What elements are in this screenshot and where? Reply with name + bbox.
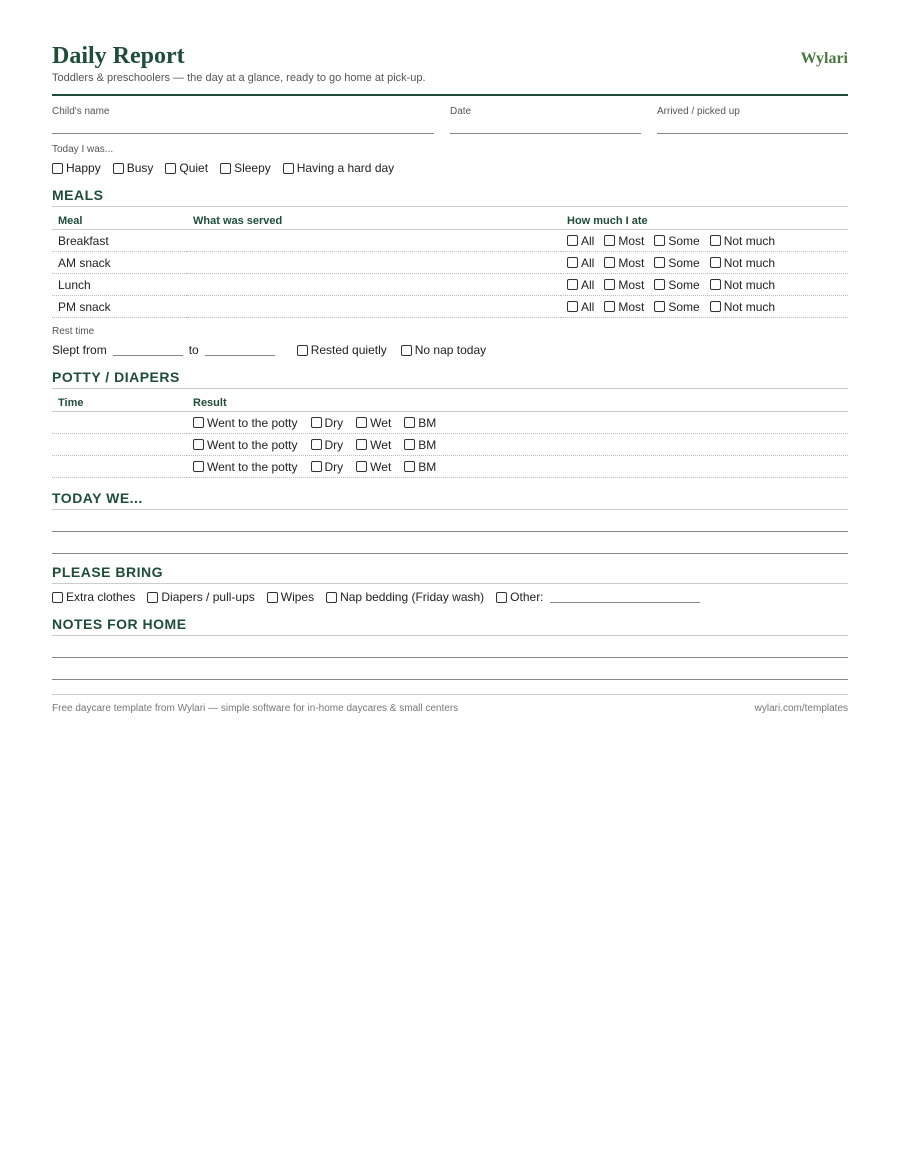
mood-option[interactable]: Sleepy (220, 161, 271, 175)
checkbox[interactable] (604, 257, 615, 268)
potty-option[interactable]: Went to the potty (193, 460, 298, 474)
date-label: Date (450, 106, 472, 117)
amount-option[interactable]: Some (654, 234, 699, 248)
checkbox[interactable] (52, 163, 63, 174)
checkbox[interactable] (654, 279, 665, 290)
potty-option[interactable]: Dry (311, 438, 344, 452)
time-cell[interactable] (52, 412, 187, 434)
served-cell[interactable] (187, 252, 561, 274)
result-cell (187, 434, 848, 456)
checkbox[interactable] (311, 461, 322, 472)
info-fields (52, 106, 848, 134)
date-line[interactable] (450, 117, 641, 134)
notes-write-line[interactable] (52, 658, 848, 680)
checkbox[interactable] (165, 163, 176, 174)
bring-options (52, 590, 848, 604)
to-label: to (188, 343, 199, 357)
checkbox[interactable] (496, 592, 507, 603)
checkbox[interactable] (220, 163, 231, 174)
child-name-field[interactable] (52, 106, 434, 134)
slept-from-label: Slept from (52, 343, 107, 357)
checkbox[interactable] (710, 235, 721, 246)
potty-option[interactable]: Dry (311, 416, 344, 430)
potty-option[interactable]: Wet (356, 438, 391, 452)
checkbox[interactable] (311, 417, 322, 428)
arrived-label: Arrived / picked up (657, 106, 740, 117)
checkbox[interactable] (311, 439, 322, 450)
amount-option[interactable]: All (567, 234, 594, 248)
amount-option[interactable]: Not much (710, 256, 775, 270)
checkbox[interactable] (193, 417, 204, 428)
checkbox[interactable] (567, 279, 578, 290)
amount-option[interactable]: Most (604, 278, 644, 292)
potty-option[interactable]: BM (404, 416, 436, 430)
mood-option[interactable]: Having a hard day (283, 161, 394, 175)
date-field[interactable] (450, 106, 641, 134)
potty-option[interactable]: Wet (356, 460, 391, 474)
amount-option[interactable]: Some (654, 300, 699, 314)
amount-option[interactable]: Not much (710, 300, 775, 314)
potty-table (52, 389, 848, 478)
checkbox[interactable] (567, 235, 578, 246)
checkbox[interactable] (654, 301, 665, 312)
checkbox[interactable] (326, 592, 337, 603)
meal-row (52, 296, 848, 318)
today-write-line[interactable] (52, 510, 848, 532)
amount-option[interactable]: Most (604, 234, 644, 248)
checkbox[interactable] (267, 592, 278, 603)
amount-cell (561, 296, 848, 318)
meal-name: Lunch (52, 274, 187, 296)
notes-section-title: NOTES FOR HOME (52, 616, 848, 636)
checkbox[interactable] (567, 301, 578, 312)
child-name-line[interactable] (52, 117, 434, 134)
daily-report-page (52, 0, 848, 714)
served-cell[interactable] (187, 230, 561, 252)
checkbox[interactable] (283, 163, 294, 174)
checkbox[interactable] (52, 592, 63, 603)
amount-option[interactable]: Most (604, 300, 644, 314)
checkbox[interactable] (113, 163, 124, 174)
meal-name: AM snack (52, 252, 187, 274)
arrived-line[interactable] (657, 117, 848, 134)
amount-option[interactable]: Not much (710, 278, 775, 292)
checkbox[interactable] (404, 439, 415, 450)
meals-table (52, 207, 848, 318)
bring-other-option[interactable]: Other: (496, 590, 699, 604)
meal-row (52, 230, 848, 252)
amount-option[interactable]: Not much (710, 234, 775, 248)
checkbox[interactable] (297, 345, 308, 356)
result-column-header: Result (187, 389, 848, 412)
time-column-header: Time (52, 389, 187, 412)
time-cell[interactable] (52, 456, 187, 478)
page-footer (52, 694, 848, 714)
checkbox[interactable] (710, 279, 721, 290)
checkbox[interactable] (193, 461, 204, 472)
rested-quietly-option[interactable]: Rested quietly (297, 343, 387, 357)
bring-option[interactable]: Nap bedding (Friday wash) (326, 590, 484, 604)
meal-name: PM snack (52, 296, 187, 318)
bring-option[interactable]: Extra clothes (52, 590, 135, 604)
amount-cell (561, 230, 848, 252)
served-column-header: What was served (187, 207, 561, 230)
page-title: Daily Report (52, 43, 185, 69)
brand-logo: Wylari (800, 50, 848, 67)
mood-option[interactable]: Busy (113, 161, 154, 175)
amount-cell (561, 252, 848, 274)
meal-row (52, 252, 848, 274)
potty-option[interactable]: Wet (356, 416, 391, 430)
checkbox[interactable] (710, 301, 721, 312)
time-cell[interactable] (52, 434, 187, 456)
amount-option[interactable]: Most (604, 256, 644, 270)
potty-option[interactable]: BM (404, 438, 436, 452)
amount-option[interactable]: Some (654, 256, 699, 270)
slept-from-blank[interactable] (113, 345, 183, 356)
other-blank[interactable] (550, 592, 700, 603)
child-name-label: Child's name (52, 106, 110, 117)
notes-write-line[interactable] (52, 636, 848, 658)
checkbox[interactable] (193, 439, 204, 450)
mood-options (52, 161, 848, 175)
potty-option[interactable]: Dry (311, 460, 344, 474)
slept-to-blank[interactable] (205, 345, 275, 356)
bring-option[interactable]: Wipes (267, 590, 314, 604)
potty-option[interactable]: Went to the potty (193, 416, 298, 430)
checkbox[interactable] (356, 461, 367, 472)
potty-option[interactable]: Went to the potty (193, 438, 298, 452)
amount-option[interactable]: All (567, 256, 594, 270)
page-subtitle: Toddlers & preschoolers — the day at a glance, ready to go home at pick-up. (52, 72, 426, 84)
checkbox[interactable] (356, 417, 367, 428)
ate-column-header: How much I ate (561, 207, 848, 230)
mood-option[interactable]: Happy (52, 161, 101, 175)
amount-option[interactable]: All (567, 300, 594, 314)
checkbox[interactable] (604, 235, 615, 246)
checkbox[interactable] (710, 257, 721, 268)
checkbox[interactable] (401, 345, 412, 356)
potty-row (52, 456, 848, 478)
checkbox[interactable] (654, 257, 665, 268)
potty-section-title: POTTY / DIAPERS (52, 369, 848, 389)
bring-option[interactable]: Diapers / pull-ups (147, 590, 254, 604)
footer-left-text: Free daycare template from Wylari — simple software for in-home daycares & small centers (52, 703, 459, 714)
checkbox[interactable] (604, 301, 615, 312)
bring-section-title: PLEASE BRING (52, 564, 848, 584)
checkbox[interactable] (654, 235, 665, 246)
no-nap-option[interactable]: No nap today (401, 343, 486, 357)
checkbox[interactable] (356, 439, 367, 450)
mood-label: Today I was... (52, 144, 114, 155)
checkbox[interactable] (147, 592, 158, 603)
potty-row (52, 434, 848, 456)
arrived-field[interactable] (657, 106, 848, 134)
result-cell (187, 456, 848, 478)
checkbox[interactable] (404, 417, 415, 428)
checkbox[interactable] (404, 461, 415, 472)
amount-option[interactable]: Some (654, 278, 699, 292)
meal-column-header: Meal (52, 207, 187, 230)
today-write-line[interactable] (52, 532, 848, 554)
potty-row (52, 412, 848, 434)
meal-row (52, 274, 848, 296)
served-cell[interactable] (187, 274, 561, 296)
meals-section-title: MEALS (52, 187, 848, 207)
rest-row (52, 343, 848, 357)
amount-cell (561, 274, 848, 296)
served-cell[interactable] (187, 296, 561, 318)
checkbox[interactable] (604, 279, 615, 290)
report-header (52, 42, 848, 96)
rest-label: Rest time (52, 326, 95, 337)
today-section-title: TODAY WE... (52, 490, 848, 510)
meal-name: Breakfast (52, 230, 187, 252)
checkbox[interactable] (567, 257, 578, 268)
result-cell (187, 412, 848, 434)
footer-link[interactable]: wylari.com/templates (754, 703, 848, 714)
mood-option[interactable]: Quiet (165, 161, 208, 175)
potty-option[interactable]: BM (404, 460, 436, 474)
amount-option[interactable]: All (567, 278, 594, 292)
